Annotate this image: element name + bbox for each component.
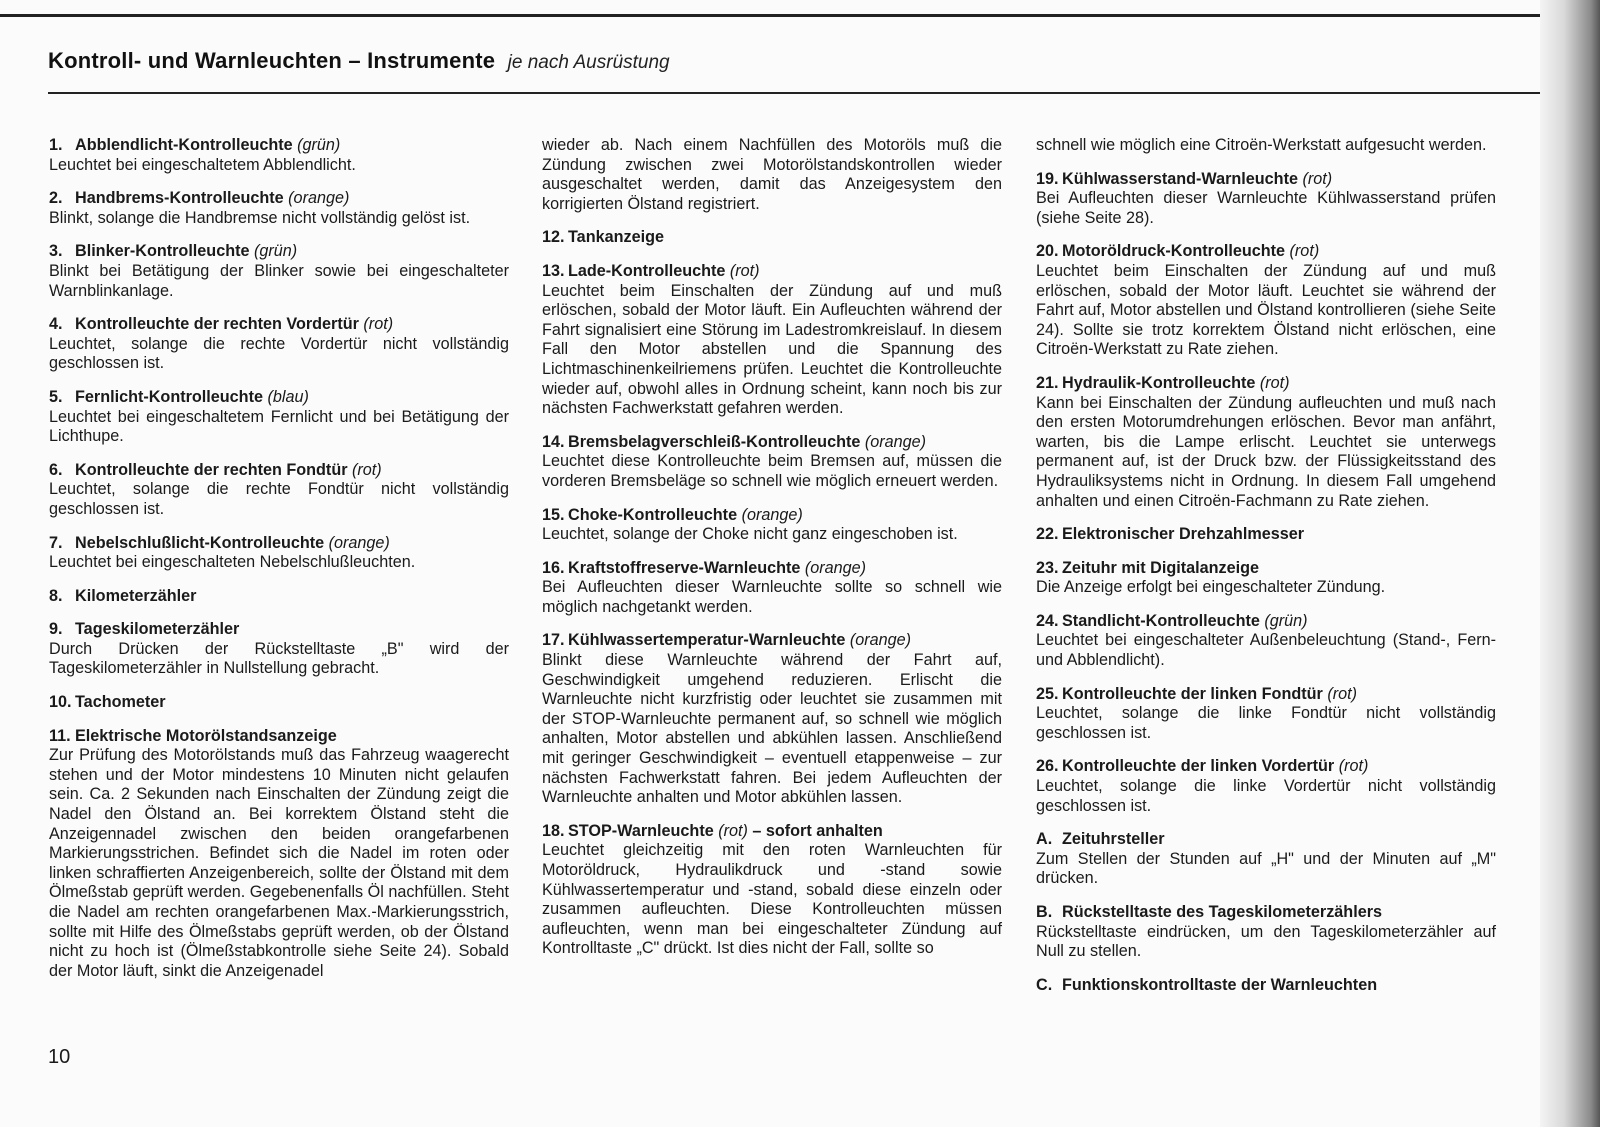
legend-item-description: Kann bei Einschalten der Zündung aufleuchten und muß nach den ersten Motorumdrehungen erlöschen. Bevor man anfährt, warten, bis die Lampe erlischt. Leuchtet sie unterwegs permanent auf, ist der Druck bzw. der Flüssigkeitsstand des Hydrauliksystems nicht in Ordnung. In diesem Fall umgehend anhalten und einen Citroën-Fachmann zu Rate ziehen.: [1036, 393, 1496, 510]
legend-item-number: 10.: [49, 693, 72, 712]
legend-item: [1036, 170, 1496, 229]
legend-item-color-note: (orange): [328, 533, 390, 552]
title-subtitle: je nach Ausrüstung: [507, 52, 670, 73]
legend-item-number: 24.: [1036, 611, 1059, 630]
legend-item-title: Handbrems-Kontrolleuchte: [75, 189, 284, 208]
legend-item-number: 20.: [1036, 242, 1059, 261]
page-title: [48, 48, 670, 74]
legend-item-number: 26.: [1036, 757, 1059, 776]
legend-item-color-note: (rot): [352, 460, 382, 479]
legend-item-number: 14.: [542, 432, 565, 451]
legend-item-title: Lade-Kontrolleuchte: [568, 261, 726, 280]
legend-item-description: Leuchtet beim Einschalten der Zündung auf und muß erlöschen, sobald der Motor läuft. Leuchtet sie während der Fahrt auf, Motor abstellen und Ölstand kontrollieren (siehe Seite 24). Sollte sie trotz korrektem Ölstand nicht erlöschen, eine Citroën-Werkstatt zu Rate ziehen.: [1036, 261, 1496, 359]
legend-item-number: 4.: [49, 315, 63, 334]
legend-item-title: Tachometer: [75, 693, 166, 712]
legend-item-color-note: (rot): [1338, 757, 1369, 776]
legend-item-title: Kühlwassertemperatur-Warnleuchte: [568, 631, 846, 650]
legend-item-title: Tageskilometerzähler: [75, 620, 240, 639]
legend-item-heading: [49, 136, 509, 156]
legend-item-description: Zur Prüfung des Motorölstands muß das Fahrzeug waagerecht stehen und der Motor mindestens 10 Minuten nicht gelaufen sein. Ca. 2 Sekunden nach Einschalten der Zündung zeigt die Nadel den Ölstand an. Bei korrektem Ölstand steht die Anzeigennadel zwischen den beiden orangefarbenen Markierungsstrichen. Befindet sich die Nadel im roten oder linken schraffierten Anzeigenbereich, sollte der Ölstand mit dem Ölmeßstab geprüft werden. Gegebenenfalls Öl nachfüllen. Steht die Nadel am rechten orangefarbenen Max.-Markierungsstrich, sollte mit Hilfe des Ölmeßstabs geprüft werden, ob der Ölstand nicht zu hoch ist (Ölmeßstabkontrolle siehe Seite 24). Sobald der Motor läuft, sinkt die Anzeigenadel: [49, 746, 509, 980]
legend-item-title: Bremsbelagverschleiß-Kontrolleuchte: [568, 432, 861, 451]
legend-item-heading: [49, 461, 509, 481]
legend-item-color-note: (grün): [253, 242, 298, 261]
legend-item-number: 7.: [49, 533, 63, 552]
legend-item: [1036, 685, 1496, 744]
legend-item-description: Leuchtet, solange die linke Fondtür nicht vollständig geschlossen ist.: [1036, 704, 1496, 742]
legend-item-color-note: (orange): [804, 558, 867, 577]
legend-item: [542, 228, 1002, 248]
legend-item-heading: [1036, 559, 1496, 579]
legend-item: [49, 461, 509, 520]
legend-item-heading: [49, 587, 509, 607]
legend-item-number: 16.: [542, 558, 565, 577]
legend-item-title: Motoröldruck-Kontrolleuchte: [1062, 242, 1286, 261]
legend-item-color-note: (rot): [1327, 684, 1357, 703]
legend-item-description: Leuchtet bei eingeschaltetem Abblendlicht.: [49, 155, 356, 174]
legend-item-description: Leuchtet, solange die rechte Fondtür nicht vollständig geschlossen ist.: [49, 480, 509, 518]
legend-item-heading: [49, 388, 509, 408]
legend-item-title: Elektrische Motorölstandsanzeige: [75, 726, 337, 745]
legend-item-heading: [49, 315, 509, 335]
page-gutter-shadow: [1540, 0, 1600, 1127]
legend-item-number: 6.: [49, 460, 63, 479]
legend-item-title: Kontrolleuchte der rechten Fondtür: [75, 460, 348, 479]
legend-item-number: 5.: [49, 387, 63, 406]
legend-item-title-suffix: – sofort anhalten: [752, 821, 883, 840]
legend-item-number: 23.: [1036, 558, 1059, 577]
legend-item-color-note: (rot): [1259, 373, 1290, 392]
legend-item-heading: [542, 822, 1002, 842]
legend-item-title: Standlicht-Kontrolleuchte: [1062, 611, 1260, 630]
legend-item-description: Leuchtet bei eingeschalteten Nebelschlußleuchten.: [49, 553, 416, 572]
top-rule: [0, 14, 1560, 17]
legend-item-description: Die Anzeige erfolgt bei eingeschalteter Zündung.: [1036, 578, 1386, 597]
legend-item: [1036, 830, 1496, 889]
legend-item: [1036, 559, 1496, 598]
legend-item-heading: [1036, 830, 1496, 850]
column-2: [542, 136, 1002, 973]
title-main: Kontroll- und Warnleuchten – Instrumente: [48, 48, 496, 73]
column-3: [1036, 136, 1496, 1009]
legend-item-heading: [49, 242, 509, 262]
legend-item-color-note: (rot): [363, 315, 394, 334]
legend-item-color-note: (blau): [267, 387, 309, 406]
legend-item: [49, 587, 509, 607]
legend-item-description: Blinkt bei Betätigung der Blinker sowie bei eingeschalteter Warnblinkanlage.: [49, 261, 509, 300]
legend-item-number: B.: [1036, 903, 1053, 921]
legend-item-heading: [542, 506, 1002, 526]
legend-item: [49, 189, 509, 228]
legend-item: [1036, 612, 1496, 671]
legend-item-title: Rückstelltaste des Tageskilometerzählers: [1062, 903, 1382, 921]
legend-item: [1036, 976, 1496, 996]
legend-item-number: 9.: [49, 620, 63, 639]
legend-item-heading: [1036, 685, 1496, 705]
legend-item-title: Choke-Kontrolleuchte: [568, 505, 738, 524]
legend-item-title: Tankanzeige: [568, 228, 664, 247]
legend-item-number: 13.: [542, 261, 565, 280]
legend-item-color-note: (orange): [288, 189, 350, 208]
legend-item-number: A.: [1036, 830, 1053, 849]
legend-item-heading: [542, 228, 1002, 248]
legend-item-number: 17.: [542, 631, 565, 650]
legend-item-heading: [542, 433, 1002, 453]
legend-item-number: 8.: [49, 586, 63, 605]
legend-item-color-note: (grün): [297, 136, 341, 154]
legend-item-number: 12.: [542, 228, 565, 247]
legend-item-heading: [49, 620, 509, 640]
legend-item-description: Durch Drücken der Rückstelltaste „B" wird der Tageskilometerzähler in Nullstellung gebracht.: [49, 639, 509, 678]
legend-item-heading: [49, 727, 509, 747]
column-intro-text: wieder ab. Nach einem Nachfüllen des Motoröls muß die Zündung zwischen zwei Motorölstandskontrollen wieder ausgeschaltet werden, damit das Anzeigesystem den korrigierten Ölstand registriert.: [542, 136, 1002, 213]
legend-item-number: 25.: [1036, 684, 1059, 703]
legend-item: [49, 242, 509, 301]
legend-item: [1036, 242, 1496, 360]
legend-item-number: 3.: [49, 242, 63, 261]
legend-item-description: Leuchtet bei eingeschaltetem Fernlicht und bei Betätigung der Lichthupe.: [49, 407, 509, 446]
legend-item-title: Fernlicht-Kontrolleuchte: [75, 387, 263, 406]
legend-item-number: 15.: [542, 505, 565, 524]
legend-item-title: Kontrolleuchte der linken Vordertür: [1062, 757, 1335, 776]
legend-item: [49, 388, 509, 447]
header-rule: [48, 92, 1548, 94]
legend-item-description: Leuchtet, solange die rechte Vordertür nicht vollständig geschlossen ist.: [49, 334, 509, 373]
legend-item: [1036, 525, 1496, 545]
legend-item-number: 21.: [1036, 373, 1059, 392]
page-number: 10: [48, 1046, 71, 1068]
legend-item-number: 22.: [1036, 525, 1059, 544]
legend-item-color-note: (grün): [1264, 611, 1308, 630]
legend-item: [49, 620, 509, 679]
legend-item: [542, 433, 1002, 492]
legend-item-description: Leuchtet beim Einschalten der Zündung auf und muß erlöschen, sobald der Motor läuft. Ein Aufleuchten während der Fahrt signalisiert eine Störung im Ladestromkreislauf. In diesem Fall den Motor abstellen und die Spannung des Lichtmaschinenkeilriemens prüfen. Leuchtet die Kontrolleuchte wieder auf, obwohl alles in Ordnung scheint, kann noch bis zur nächsten Fachwerkstatt gefahren werden.: [542, 281, 1002, 418]
legend-item-title: Abblendlicht-Kontrolleuchte: [75, 136, 293, 154]
legend-item: [49, 315, 509, 374]
legend-item: [1036, 903, 1496, 962]
legend-item-description: Blinkt, solange die Handbremse nicht vollständig gelöst ist.: [49, 208, 471, 227]
legend-item-description: Leuchtet gleichzeitig mit den roten Warnleuchten für Motoröldruck, Hydraulikdruck und -stand sowie Kühlwassertemperatur und -stand, sobald diese einzeln oder zusammen aufleuchten. Diese Kontrolleuchten müssen aufleuchten, wenn man bei eingeschalteter Zündung auf Kontrolltaste „C" drückt. Ist dies nicht der Fall, sollte so: [542, 841, 1002, 958]
legend-item-title: STOP-Warnleuchte: [568, 821, 714, 840]
legend-item-description: Leuchtet, solange der Choke nicht ganz eingeschoben ist.: [542, 525, 958, 544]
legend-item-heading: [49, 189, 509, 209]
legend-item-heading: [1036, 170, 1496, 190]
legend-item: [49, 727, 509, 982]
legend-item-description: Leuchtet bei eingeschalteter Außenbeleuchtung (Stand-, Fern- und Abblendlicht).: [1036, 631, 1496, 670]
legend-item-number: 1.: [49, 136, 63, 154]
legend-item: [1036, 374, 1496, 511]
legend-item-number: C.: [1036, 975, 1053, 994]
legend-item-number: 2.: [49, 189, 63, 208]
legend-item: [49, 136, 509, 175]
legend-item-title: Kraftstoffreserve-Warnleuchte: [568, 558, 801, 577]
legend-item-description: Bei Aufleuchten dieser Warnleuchte Kühlwasserstand prüfen (siehe Seite 28).: [1036, 189, 1496, 227]
legend-item: [49, 534, 509, 573]
legend-item-heading: [1036, 374, 1496, 394]
legend-item-title: Kilometerzähler: [75, 586, 197, 605]
legend-item-title: Nebelschlußlicht-Kontrolleuchte: [75, 533, 325, 552]
legend-item-heading: [1036, 757, 1496, 777]
legend-item-number: 19.: [1036, 169, 1059, 188]
legend-item-description: Leuchtet diese Kontrolleuchte beim Bremsen auf, müssen die vorderen Bremsbeläge so schnell wie möglich erneuert werden.: [542, 452, 1002, 490]
legend-item-heading: [542, 262, 1002, 282]
legend-item-heading: [1036, 242, 1496, 262]
legend-item-description: Blinkt diese Warnleuchte während der Fahrt auf, Geschwindigkeit umgehend reduzieren. Erlischt die Warnleuchte nicht kurzfristig oder leuchtet sie zusammen mit der STOP-Warnleuchte permanent auf, so schnell wie möglich anhalten, Motor abstellen und abkühlen lassen. Anschließend mit geringer Geschwindigkeit – eventuell etappenweise – zur nächsten Fachwerkstatt fahren. Bei jedem Aufleuchten der Warnleuchte anhalten und Motor abkühlen lassen.: [542, 651, 1002, 807]
legend-item-heading: [1036, 976, 1496, 996]
legend-item-title: Elektronischer Drehzahlmesser: [1062, 525, 1305, 544]
legend-item-color-note: (orange): [864, 432, 927, 451]
legend-item-number: 18.: [542, 821, 565, 840]
legend-item-heading: [49, 693, 509, 713]
legend-item: [542, 631, 1002, 807]
legend-item-title: Funktionskontrolltaste der Warnleuchten: [1062, 975, 1378, 994]
legend-item-number: 11.: [49, 726, 71, 745]
legend-item-heading: [542, 559, 1002, 579]
legend-item-title: Kühlwasserstand-Warnleuchte: [1062, 169, 1298, 188]
legend-item-color-note: (rot): [1289, 242, 1320, 261]
column-intro-text: schnell wie möglich eine Citroën-Werkstatt aufgesucht werden.: [1036, 136, 1487, 154]
legend-item-description: Bei Aufleuchten dieser Warnleuchte sollte so schnell wie möglich nachgetankt werden.: [542, 578, 1002, 616]
legend-item-color-note: (rot): [1302, 169, 1333, 188]
legend-item: [1036, 757, 1496, 816]
legend-item-title: Zeituhrsteller: [1062, 830, 1165, 849]
legend-item: [542, 822, 1002, 959]
legend-item-heading: [1036, 903, 1496, 923]
legend-item-title: Zeituhr mit Digitalanzeige: [1062, 558, 1259, 577]
legend-item-heading: [542, 631, 1002, 651]
legend-item: [542, 262, 1002, 419]
legend-item-color-note: (orange): [849, 631, 912, 650]
legend-item-description: Zum Stellen der Stunden auf „H" und der Minuten auf „M" drücken.: [1036, 849, 1496, 888]
legend-item-heading: [1036, 525, 1496, 545]
legend-item-description: Rückstelltaste eindrücken, um den Tageskilometerzähler auf Null zu stellen.: [1036, 922, 1496, 961]
legend-item-title: Kontrolleuchte der linken Fondtür: [1062, 684, 1323, 703]
legend-item-heading: [49, 534, 509, 554]
legend-item: [542, 506, 1002, 545]
legend-item: [542, 559, 1002, 618]
column-1: [49, 136, 509, 995]
legend-item-color-note: (rot): [718, 821, 748, 840]
legend-item-title: Kontrolleuchte der rechten Vordertür: [75, 315, 359, 334]
legend-item-title: Blinker-Kontrolleuchte: [75, 242, 250, 261]
legend-item-title: Hydraulik-Kontrolleuchte: [1062, 373, 1256, 392]
legend-item-description: Leuchtet, solange die linke Vordertür nicht vollständig geschlossen ist.: [1036, 777, 1496, 815]
legend-item-color-note: (rot): [729, 261, 760, 280]
legend-item-color-note: (orange): [741, 505, 803, 524]
legend-item: [49, 693, 509, 713]
legend-item-heading: [1036, 612, 1496, 632]
